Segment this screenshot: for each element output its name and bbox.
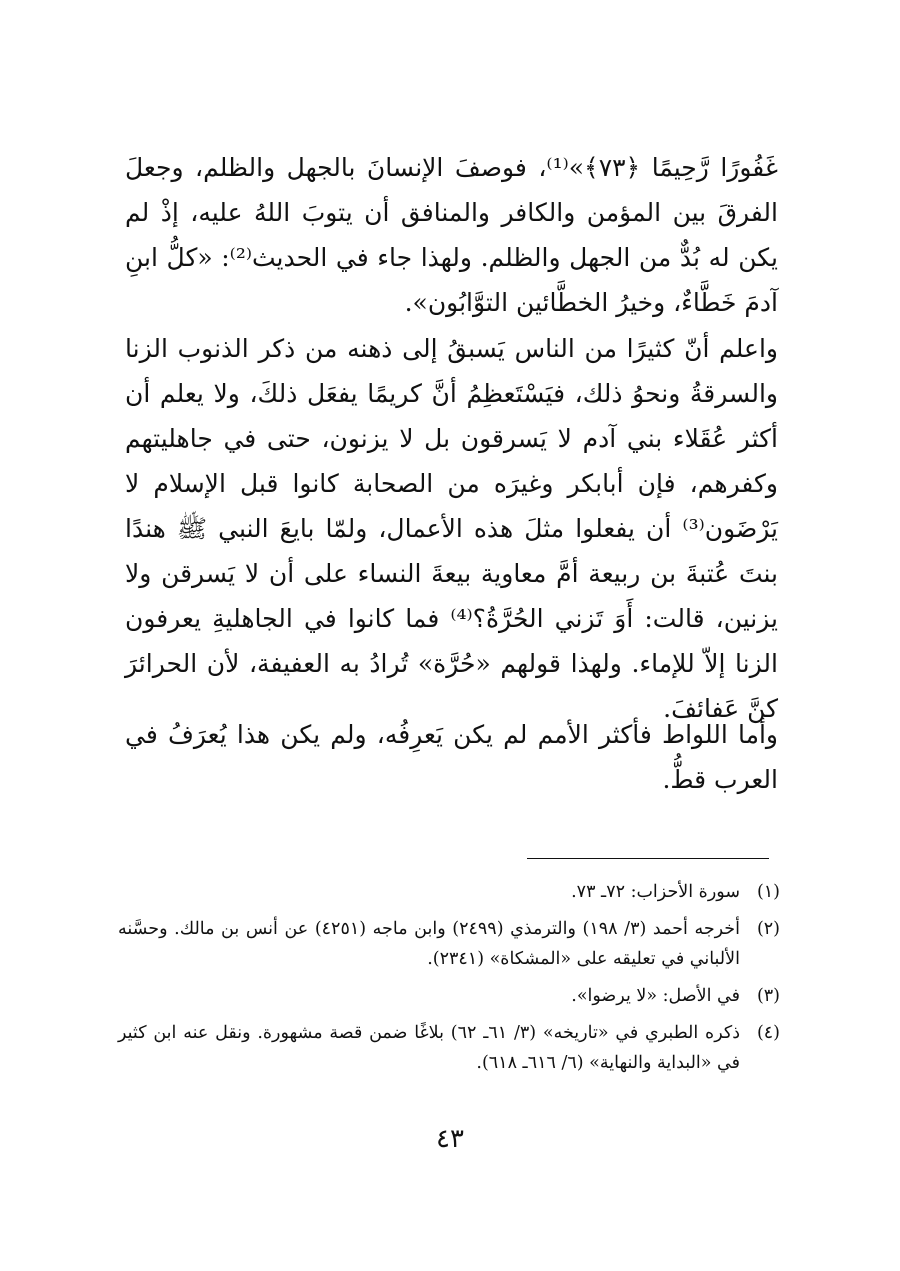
footnote-3 (118, 981, 780, 1011)
footnote-divider (527, 858, 769, 859)
footnote-1 (118, 877, 780, 907)
footnote-number: (٤) (756, 1023, 780, 1043)
footnote-4 (118, 1018, 780, 1078)
body-paragraph-1: غَفُورًا رَّحِيمًا ﴿٧٣﴾»⁽¹⁾، فوصفَ الإنسانَ بالجهل والظلم، وجعلَ الفرقَ بين المؤمن والكافر والمنافق أن يتوبَ اللهُ عليه، إذْ لم يكن له بُدٌّ من الجهل والظلم. ولهذا جاء في الحديث⁽²⁾: «كلُّ ابنِ آدمَ خَطَّاءٌ، وخيرُ الخطَّائين التوَّابُون». (125, 153, 778, 317)
footnote-number: (٢) (756, 919, 780, 939)
footnote-number: (٣) (756, 986, 780, 1006)
footnote-2 (118, 914, 780, 974)
page-number: ٤٣ (436, 1124, 464, 1154)
footnote-text: في الأصل: «لا يرضوا». (571, 986, 740, 1006)
footnote-text: سورة الأحزاب: ٧٢ـ ٧٣. (571, 882, 740, 902)
footnote-text: ذكره الطبري في «تاريخه» (٣/ ٦١ـ ٦٢) بلاغًا ضمن قصة مشهورة. ونقل عنه ابن كثير في «البداية والنهاية» (٦/ ٦١٦ـ ٦١٨). (118, 1023, 740, 1073)
footnote-number: (١) (756, 882, 780, 902)
footnotes-list (118, 877, 780, 1085)
footnote-text: أخرجه أحمد (٣/ ١٩٨) والترمذي (٢٤٩٩) وابن ماجه (٤٢٥١) عن أنس بن مالك. وحسَّنه الألباني في تعليقه على «المشكاة» (٢٣٤١). (118, 919, 740, 969)
body-paragraph-2: واعلم أنّ كثيرًا من الناس يَسبقُ إلى ذهنه من ذكر الذنوب الزنا والسرقةُ ونحوُ ذلك، فيَسْتَعظِمُ أنَّ كريمًا يفعَل ذلكَ، ولا يعلم أن أكثر عُقَلاء بني آدم لا يَسرقون بل لا يزنون، حتى في جاهليتهم وكفرهم، فإن أبابكر وغيرَه من الصحابة كانوا قبل الإسلام لا يَرْضَون⁽³⁾ أن يفعلوا مثلَ هذه الأعمال، ولمّا بايعَ النبي ﷺ هندًا بنتَ عُتبةَ بن ربيعة أمَّ معاوية بيعةَ النساء على أن لا يَسرقن ولا يزنين، قالت: أَوَ تَزني الحُرَّةُ؟⁽⁴⁾ فما كانوا في الجاهليةِ يعرفون الزنا إلاّ للإماء. ولهذا قولهم «حُرَّة» تُرادُ به العفيفة، لأن الحرائرَ كنَّ عَفائفَ. (125, 334, 778, 723)
body-paragraph-3: وأما اللواط فأكثر الأمم لم يكن يَعرِفُه، ولم يكن هذا يُعرَفُ في العرب قطُّ. (125, 720, 778, 794)
